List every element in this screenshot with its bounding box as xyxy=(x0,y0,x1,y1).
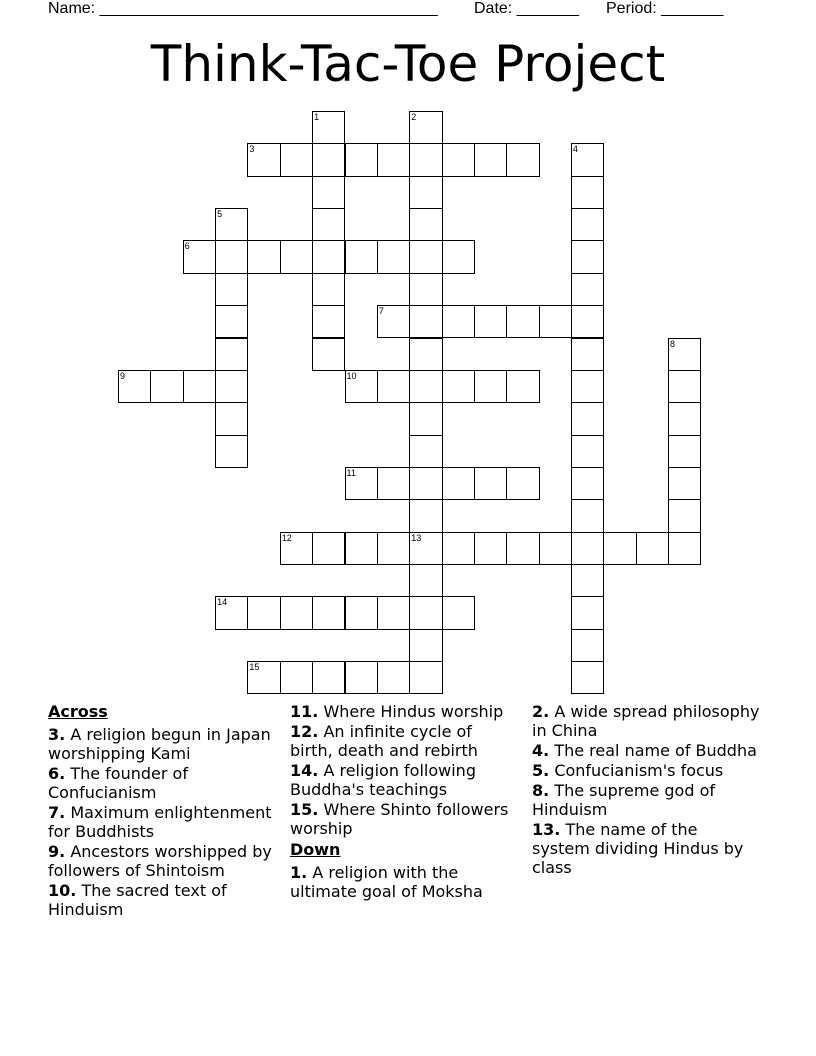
crossword-cell[interactable] xyxy=(442,240,475,273)
clue-number: 4 xyxy=(572,144,578,155)
crossword-cell[interactable] xyxy=(409,564,442,597)
crossword-cell[interactable] xyxy=(247,596,280,629)
clue-across-3: 3. A religion begun in Japan worshipping Kami xyxy=(48,725,271,763)
clue-down-5: 5. Confucianism's focus xyxy=(532,761,724,780)
crossword-cell[interactable] xyxy=(442,467,475,500)
clue-number: 14 xyxy=(217,597,228,608)
crossword-cell[interactable] xyxy=(345,467,378,500)
clue-number: 12 xyxy=(281,532,292,543)
crossword-cell[interactable] xyxy=(312,208,345,241)
crossword-cell[interactable] xyxy=(345,143,378,176)
crossword-cell[interactable] xyxy=(215,402,248,435)
crossword-cell[interactable] xyxy=(312,273,345,306)
clue-across-11: 11. Where Hindus worship xyxy=(290,702,504,721)
crossword-cell[interactable] xyxy=(506,305,539,338)
clue-across-7: 7. Maximum enlightenment for Buddhists xyxy=(48,803,272,841)
crossword-cell[interactable] xyxy=(345,370,378,403)
clue-number: 8 xyxy=(670,338,676,349)
clue-down-8: 8. The supreme god of Hinduism xyxy=(532,781,715,819)
clue-number: 13 xyxy=(411,532,422,543)
crossword-cell[interactable] xyxy=(312,143,345,176)
clue-across-15: 15. Where Shinto followers worship xyxy=(290,800,509,838)
crossword-cell[interactable] xyxy=(409,208,442,241)
crossword-cell[interactable] xyxy=(183,370,216,403)
crossword-cell[interactable] xyxy=(150,370,183,403)
clue-number: 5 xyxy=(217,209,223,220)
crossword-cell[interactable] xyxy=(571,338,604,371)
crossword-cell[interactable] xyxy=(377,532,410,565)
crossword-cell[interactable] xyxy=(409,240,442,273)
crossword-cell[interactable] xyxy=(668,370,701,403)
crossword-cell[interactable] xyxy=(409,661,442,694)
clues-column-1 xyxy=(48,702,276,920)
crossword-cell[interactable] xyxy=(539,305,572,338)
crossword-cell[interactable] xyxy=(474,467,507,500)
crossword-cell[interactable] xyxy=(215,435,248,468)
crossword-cell[interactable] xyxy=(474,305,507,338)
crossword-cell[interactable] xyxy=(442,370,475,403)
crossword-cell[interactable] xyxy=(345,532,378,565)
crossword-cell[interactable] xyxy=(247,240,280,273)
crossword-cell[interactable] xyxy=(571,143,604,176)
crossword-cell[interactable] xyxy=(247,143,280,176)
crossword-cell[interactable] xyxy=(312,305,345,338)
crossword-cell[interactable] xyxy=(506,370,539,403)
crossword-cell[interactable] xyxy=(571,370,604,403)
crossword-cell[interactable] xyxy=(409,370,442,403)
crossword-cell[interactable] xyxy=(409,629,442,662)
crossword-cell[interactable] xyxy=(280,661,313,694)
crossword-cell[interactable] xyxy=(506,467,539,500)
crossword-cell[interactable] xyxy=(377,467,410,500)
crossword-cell[interactable] xyxy=(345,661,378,694)
clue-across-14: 14. A religion following Buddha's teachings xyxy=(290,761,476,799)
crossword-cell[interactable] xyxy=(377,596,410,629)
crossword-cell[interactable] xyxy=(474,532,507,565)
clue-down-2: 2. A wide spread philosophy in China xyxy=(532,702,760,740)
crossword-cell[interactable] xyxy=(409,111,442,144)
crossword-cell[interactable] xyxy=(571,176,604,209)
crossword-cell[interactable] xyxy=(183,240,216,273)
crossword-cell[interactable] xyxy=(345,240,378,273)
crossword-cell[interactable] xyxy=(571,499,604,532)
crossword-cell[interactable] xyxy=(571,661,604,694)
clue-number: 6 xyxy=(184,241,190,252)
clue-number: 3 xyxy=(249,144,255,155)
across-heading: Across xyxy=(48,702,108,721)
clue-across-9: 9. Ancestors worshipped by followers of Shintoism xyxy=(48,842,272,880)
clue-down-1: 1. A religion with the ultimate goal of Moksha xyxy=(290,863,483,901)
crossword-cell[interactable] xyxy=(409,499,442,532)
clue-number: 2 xyxy=(411,112,417,122)
clues-column-2 xyxy=(290,702,518,902)
crossword-cell[interactable] xyxy=(377,305,410,338)
crossword-cell[interactable] xyxy=(345,596,378,629)
crossword-cell[interactable] xyxy=(571,629,604,662)
crossword-cell[interactable] xyxy=(312,111,345,144)
crossword-cell[interactable] xyxy=(668,338,701,371)
crossword-cell[interactable] xyxy=(571,532,604,565)
crossword-cell[interactable] xyxy=(215,208,248,241)
clue-number: 10 xyxy=(346,370,357,381)
crossword-cell[interactable] xyxy=(118,370,151,403)
crossword-cell[interactable] xyxy=(668,532,701,565)
clue-number: 7 xyxy=(378,306,384,317)
crossword-cell[interactable] xyxy=(539,532,572,565)
crossword-cell[interactable] xyxy=(571,402,604,435)
page-title: Think-Tac-Toe Project xyxy=(150,35,666,93)
crossword-cell[interactable] xyxy=(506,143,539,176)
crossword-cell[interactable] xyxy=(409,402,442,435)
clue-number: 11 xyxy=(346,467,356,478)
clue-number: 1 xyxy=(314,112,320,122)
crossword-cell[interactable] xyxy=(474,370,507,403)
crossword-cell[interactable] xyxy=(474,143,507,176)
crossword-cell[interactable] xyxy=(409,596,442,629)
crossword-cell[interactable] xyxy=(506,532,539,565)
crossword-cell[interactable] xyxy=(571,435,604,468)
crossword-cell[interactable] xyxy=(409,305,442,338)
crossword-cell[interactable] xyxy=(668,467,701,500)
crossword-cell[interactable] xyxy=(312,532,345,565)
crossword-cell[interactable] xyxy=(377,661,410,694)
clue-number: 9 xyxy=(120,370,126,381)
down-heading: Down xyxy=(290,840,341,859)
crossword-cell[interactable] xyxy=(571,305,604,338)
clue-across-10: 10. The sacred text of Hinduism xyxy=(48,881,227,919)
clue-number: 15 xyxy=(249,662,260,672)
crossword-cell[interactable] xyxy=(280,143,313,176)
crossword-cell[interactable] xyxy=(442,596,475,629)
crossword-cell[interactable] xyxy=(571,208,604,241)
crossword-cell[interactable] xyxy=(312,338,345,371)
crossword-cell[interactable] xyxy=(571,240,604,273)
crossword-cell[interactable] xyxy=(668,499,701,532)
crossword-cell[interactable] xyxy=(409,532,442,565)
crossword-cell[interactable] xyxy=(280,240,313,273)
crossword-cell[interactable] xyxy=(409,176,442,209)
clue-down-4: 4. The real name of Buddha xyxy=(532,741,757,760)
crossword-cell[interactable] xyxy=(636,532,669,565)
crossword-cell[interactable] xyxy=(247,661,280,694)
clue-across-6: 6. The founder of Confucianism xyxy=(48,764,188,802)
crossword-cell[interactable] xyxy=(442,143,475,176)
crossword-cell[interactable] xyxy=(312,661,345,694)
crossword-cell[interactable] xyxy=(409,143,442,176)
crossword-cell[interactable] xyxy=(571,596,604,629)
crossword-cell[interactable] xyxy=(215,305,248,338)
crossword-cell[interactable] xyxy=(409,338,442,371)
crossword-cell[interactable] xyxy=(442,532,475,565)
clue-down-13: 13. The name of the system dividing Hindus by class xyxy=(532,820,744,877)
clues-column-3 xyxy=(532,702,760,878)
crossword-cell[interactable] xyxy=(409,273,442,306)
crossword-cell[interactable] xyxy=(377,240,410,273)
crossword-cell[interactable] xyxy=(312,240,345,273)
crossword-cell[interactable] xyxy=(215,338,248,371)
crossword-cell[interactable] xyxy=(312,596,345,629)
crossword-cell[interactable] xyxy=(312,176,345,209)
crossword-cell[interactable] xyxy=(377,370,410,403)
crossword-cell[interactable] xyxy=(215,596,248,629)
crossword-cell[interactable] xyxy=(571,467,604,500)
crossword-cell[interactable] xyxy=(215,240,248,273)
crossword-cell[interactable] xyxy=(409,467,442,500)
crossword-cell[interactable] xyxy=(215,370,248,403)
crossword-cell[interactable] xyxy=(442,305,475,338)
name-field: Name: ______________________________________ xyxy=(48,0,438,17)
crossword-cell[interactable] xyxy=(603,532,636,565)
clue-across-12: 12. An infinite cycle of birth, death and rebirth xyxy=(290,722,478,760)
crossword-cell[interactable] xyxy=(571,564,604,597)
crossword-cell[interactable] xyxy=(571,273,604,306)
period-field: Period: _______ xyxy=(606,0,724,17)
crossword-cell[interactable] xyxy=(280,596,313,629)
crossword-cell[interactable] xyxy=(668,402,701,435)
crossword-cell[interactable] xyxy=(280,532,313,565)
crossword-cell[interactable] xyxy=(377,143,410,176)
crossword-cell[interactable] xyxy=(215,273,248,306)
crossword-cell[interactable] xyxy=(409,435,442,468)
crossword-cell[interactable] xyxy=(668,435,701,468)
date-field: Date: _______ xyxy=(474,0,579,17)
